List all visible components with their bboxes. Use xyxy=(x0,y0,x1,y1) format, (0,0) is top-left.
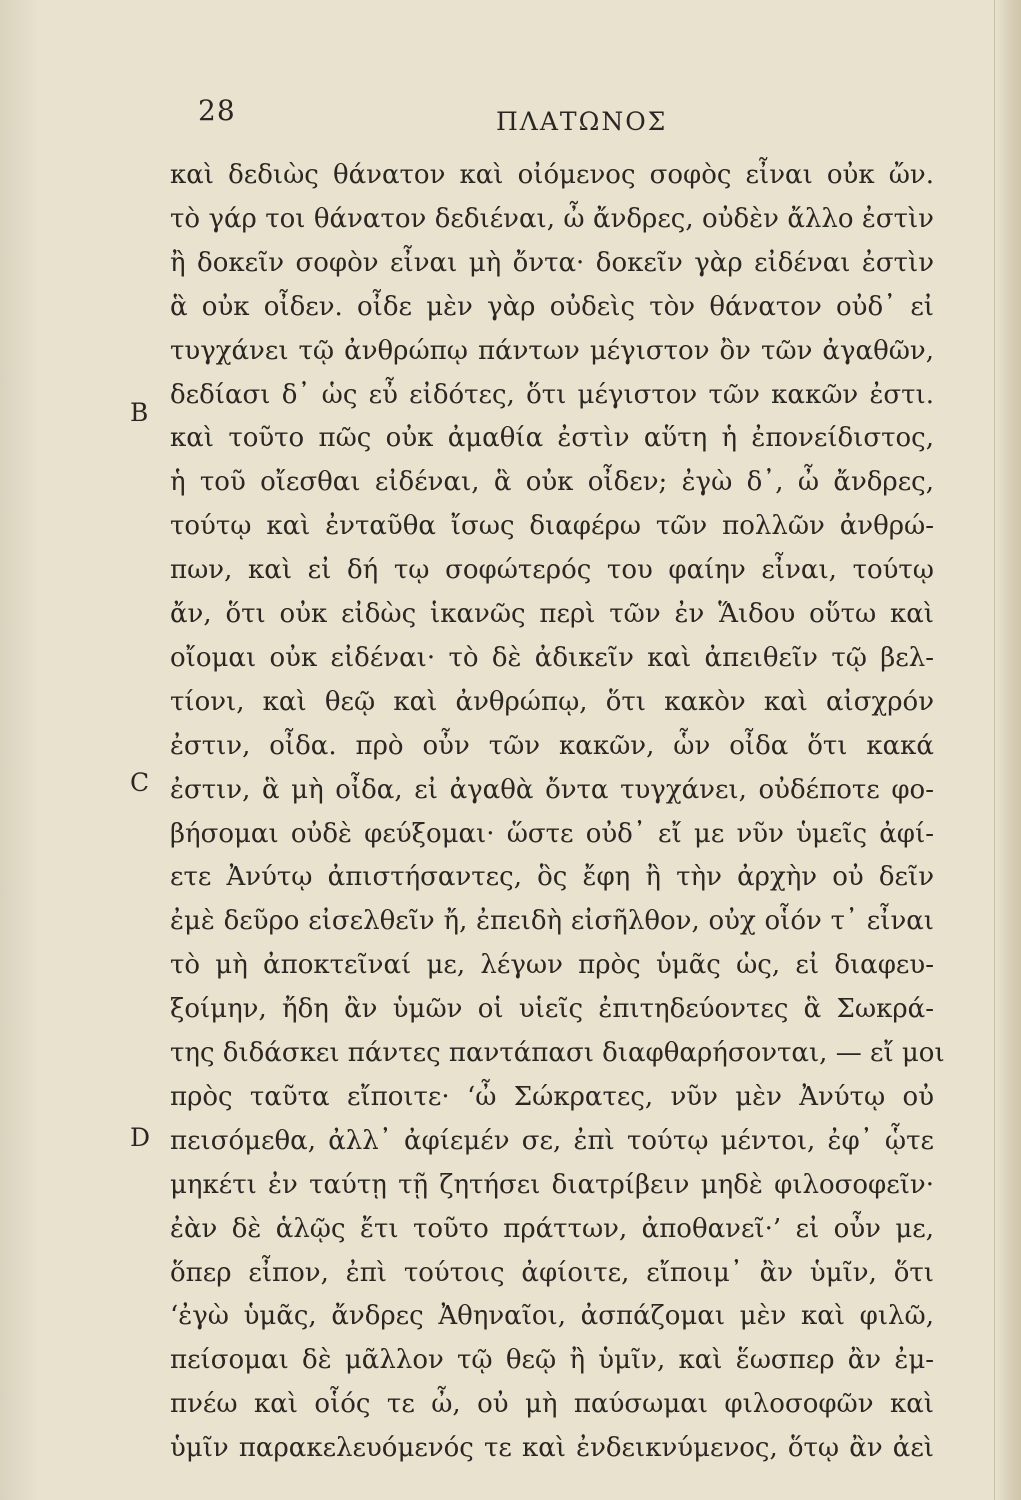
text-line: τυγχάνει τῷ ἀνθρώπῳ πάντων μέγιστον ὂν τῶν ἀγαθῶν, xyxy=(170,336,934,366)
text-line: ετε Ἀνύτῳ ἀπιστήσαντες, ὃς ἔφη ἢ τὴν ἀρχὴν οὐ δεῖν xyxy=(170,862,934,892)
text-line: ἄν, ὅτι οὐκ εἰδὼς ἱκανῶς περὶ τῶν ἐν Ἅιδου οὕτω καὶ xyxy=(170,599,934,629)
text-line: μηκέτι ἐν ταύτῃ τῇ ζητήσει διατρίβειν μηδὲ φιλοσοφεῖν· xyxy=(170,1170,934,1200)
text-line: ἢ δοκεῖν σοφὸν εἶναι μὴ ὄντα· δοκεῖν γὰρ εἰδέναι ἐστὶν xyxy=(170,248,934,278)
margin-section-b: B xyxy=(130,398,149,427)
text-line: οἴομαι οὐκ εἰδέναι· τὸ δὲ ἀδικεῖν καὶ ἀπειθεῖν τῷ βελ- xyxy=(170,643,934,673)
text-line: ἡ τοῦ οἴεσθαι εἰδέναι, ἃ οὐκ οἶδεν; ἐγὼ δ᾽, ὦ ἄνδρες, xyxy=(170,467,934,497)
text-line: ἐστιν, ἃ μὴ οἶδα, εἰ ἀγαθὰ ὄντα τυγχάνει, οὐδέποτε φο- xyxy=(170,775,934,805)
page-edge xyxy=(994,0,1021,1500)
text-line: βήσομαι οὐδὲ φεύξομαι· ὥστε οὐδ᾽ εἴ με νῦν ὑμεῖς ἀφί- xyxy=(170,819,934,849)
text-line: ἐὰν δὲ ἁλῷς ἔτι τοῦτο πράττων, ἀποθανεῖ·’ εἰ οὖν με, xyxy=(170,1214,934,1244)
text-line: ὑμῖν παρακελευόμενός τε καὶ ἐνδεικνύμενος, ὅτῳ ἂν ἀεὶ xyxy=(170,1433,934,1463)
text-line: καὶ τοῦτο πῶς οὐκ ἀμαθία ἐστὶν αὕτη ἡ ἐπονείδιστος, xyxy=(170,423,934,453)
text-line: ‘ἐγὼ ὑμᾶς, ἄνδρες Ἀθηναῖοι, ἀσπάζομαι μὲν καὶ φιλῶ, xyxy=(170,1301,934,1331)
text-line: ξοίμην, ἤδη ἂν ὑμῶν οἱ υἱεῖς ἐπιτηδεύοντες ἃ Σωκρά- xyxy=(170,994,934,1024)
text-line: τίονι, καὶ θεῷ καὶ ἀνθρώπῳ, ὅτι κακὸν καὶ αἰσχρόν xyxy=(170,687,934,717)
text-line: πρὸς ταῦτα εἴποιτε· ‘ὦ Σώκρατες, νῦν μὲν Ἀνύτῳ οὐ xyxy=(170,1082,934,1112)
text-line: ἐστιν, οἶδα. πρὸ οὖν τῶν κακῶν, ὧν οἶδα ὅτι κακά xyxy=(170,731,934,761)
text-line: καὶ δεδιὼς θάνατον καὶ οἰόμενος σοφὸς εἶναι οὐκ ὤν. xyxy=(170,160,934,190)
text-line: της διδάσκει πάντες παντάπασι διαφθαρήσονται, — εἴ μοι xyxy=(170,1038,945,1068)
margin-section-d: D xyxy=(130,1123,151,1152)
text-line: πεισόμεθα, ἀλλ᾽ ἀφίεμέν σε, ἐπὶ τούτῳ μέντοι, ἐφ᾽ ᾧτε xyxy=(170,1126,934,1156)
text-line: ἐμὲ δεῦρο εἰσελθεῖν ἤ, ἐπειδὴ εἰσῆλθον, οὐχ οἷόν τ᾽ εἶναι xyxy=(170,906,934,936)
text-line: τούτῳ καὶ ἐνταῦθα ἴσως διαφέρω τῶν πολλῶν ἀνθρώ- xyxy=(170,511,934,541)
text-line: τὸ μὴ ἀποκτεῖναί με, λέγων πρὸς ὑμᾶς ὡς, εἰ διαφευ- xyxy=(170,950,934,980)
text-line: δεδίασι δ᾽ ὡς εὖ εἰδότες, ὅτι μέγιστον τῶν κακῶν ἐστι. xyxy=(170,380,934,410)
text-line: τὸ γάρ τοι θάνατον δεδιέναι, ὦ ἄνδρες, οὐδὲν ἄλλο ἐστὶν xyxy=(170,204,934,234)
text-line: ἃ οὐκ οἶδεν. οἶδε μὲν γὰρ οὐδεὶς τὸν θάνατον οὐδ᾽ εἰ xyxy=(170,292,934,322)
text-line: ὅπερ εἶπον, ἐπὶ τούτοις ἀφίοιτε, εἴποιμ᾽ ἂν ὑμῖν, ὅτι xyxy=(170,1258,934,1288)
running-head: ΠΛΑΤΩΝΟΣ xyxy=(496,107,668,136)
text-line: πων, καὶ εἰ δή τῳ σοφώτερός του φαίην εἶναι, τούτῳ xyxy=(170,555,934,585)
page-number: 28 xyxy=(198,94,236,127)
margin-section-c: C xyxy=(130,768,150,797)
text-line: πείσομαι δὲ μᾶλλον τῷ θεῷ ἢ ὑμῖν, καὶ ἕωσπερ ἂν ἐμ- xyxy=(170,1345,934,1375)
text-line: πνέω καὶ οἷός τε ὦ, οὐ μὴ παύσωμαι φιλοσοφῶν καὶ xyxy=(170,1389,934,1419)
page-gutter-shadow xyxy=(0,0,40,1500)
